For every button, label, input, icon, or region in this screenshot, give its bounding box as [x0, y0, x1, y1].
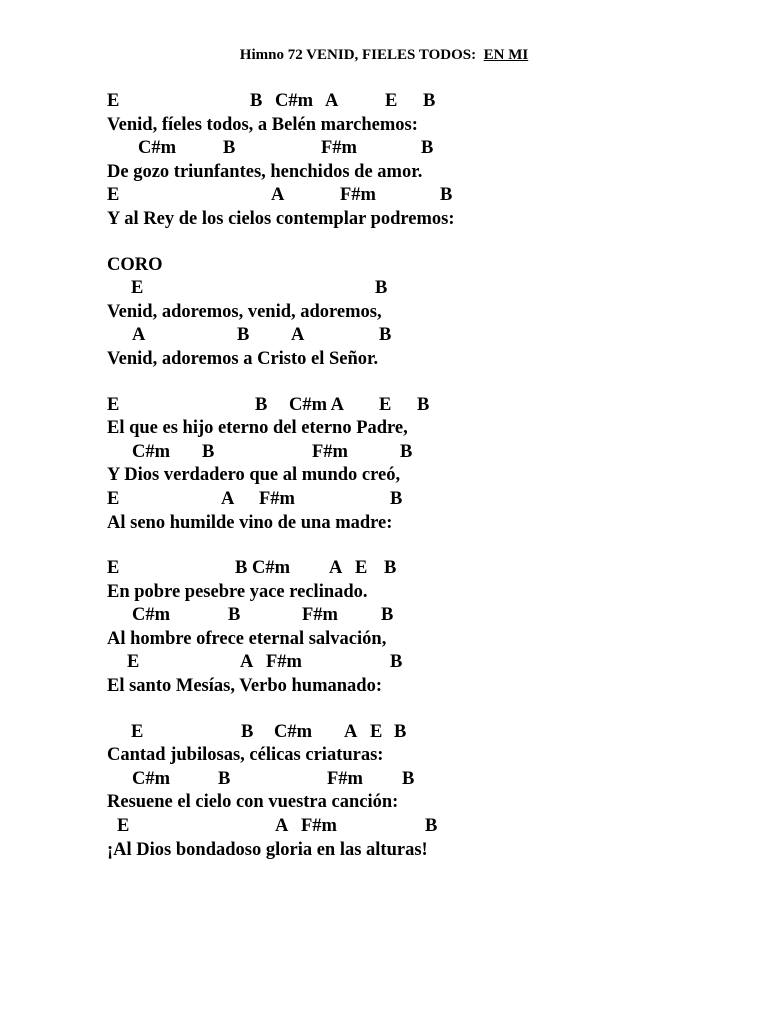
lyric-text: El santo Mesías, Verbo humanado:: [107, 676, 382, 697]
lyric-text: Y Dios verdadero que al mundo creó,: [107, 465, 401, 486]
lyric-text: Y al Rey de los cielos contemplar podremos:: [107, 208, 455, 229]
chord: C#m: [132, 768, 171, 789]
lyric-text: El que es hijo eterno del eterno Padre,: [107, 418, 408, 439]
chord: F#m: [266, 652, 302, 673]
chord: A: [344, 721, 358, 742]
chord: A: [271, 185, 285, 206]
chord: F#m: [321, 138, 357, 159]
chord: B C#m: [235, 558, 290, 579]
lyric-text: ¡Al Dios bondadoso gloria en las alturas!: [107, 839, 428, 860]
lyric-text: Venid, adoremos a Cristo el Señor.: [107, 348, 379, 369]
chord: A: [291, 325, 305, 346]
chord: B: [381, 605, 394, 626]
chord: B: [218, 768, 231, 789]
lyric-text: En pobre pesebre yace reclinado.: [107, 581, 368, 602]
chord: B: [237, 325, 250, 346]
title-main: Himno 72 VENID, FIELES TODOS:: [239, 47, 477, 63]
chord: B: [390, 488, 403, 509]
chord: B: [425, 816, 438, 837]
chord: B: [400, 441, 413, 462]
chord: C#m: [274, 721, 313, 742]
chord: E: [107, 185, 120, 206]
lyric-text: CORO: [107, 254, 163, 275]
chord: B: [440, 185, 453, 206]
lyric-text: Venid, fíeles todos, a Belén marchemos:: [107, 114, 418, 135]
chord: C#m: [138, 138, 177, 159]
chord: F#m: [259, 488, 295, 509]
chord: B: [241, 721, 254, 742]
chord: B: [379, 325, 392, 346]
lyric-text: Al seno humilde vino de una madre:: [107, 512, 393, 533]
lyric-text: Al hombre ofrece eternal salvación,: [107, 628, 387, 649]
lyric-text: De gozo triunfantes, henchidos de amor.: [107, 161, 423, 182]
chord: E: [370, 721, 383, 742]
chord: C#m A: [289, 394, 344, 415]
chord: B: [250, 91, 263, 111]
chord: E: [355, 558, 368, 579]
chord: E: [385, 91, 398, 111]
chord: B: [423, 91, 436, 111]
chord: A: [221, 488, 235, 509]
chord: B: [421, 138, 434, 159]
chord: B: [255, 394, 268, 415]
chord: A: [275, 816, 289, 837]
lyric-text: Cantad jubilosas, célicas criaturas:: [107, 745, 384, 766]
chord: B: [223, 138, 236, 159]
chord: C#m: [132, 605, 171, 626]
chord: A: [325, 91, 339, 111]
chord: B: [417, 394, 430, 415]
chord: E: [127, 652, 140, 673]
chord: B: [202, 441, 215, 462]
chord: A: [329, 558, 343, 579]
chord: C#m: [132, 441, 171, 462]
chord: F#m: [312, 441, 348, 462]
chord: E: [107, 394, 120, 415]
chord: E: [107, 488, 120, 509]
lyric-text: Resuene el cielo con vuestra canción:: [107, 792, 399, 813]
chord: F#m: [340, 185, 376, 206]
chord: B: [384, 558, 397, 579]
chord: F#m: [327, 768, 363, 789]
title-key: EN MI: [483, 47, 529, 63]
chord: E: [117, 816, 130, 837]
chord: E: [131, 721, 144, 742]
chord: E: [131, 278, 144, 299]
lyric-text: Venid, adoremos, venid, adoremos,: [107, 301, 382, 322]
chord: F#m: [302, 605, 338, 626]
chord: B: [394, 721, 407, 742]
chord: E: [107, 558, 120, 579]
chord: E: [107, 91, 120, 111]
chord: C#m: [275, 91, 314, 111]
chord: B: [402, 768, 415, 789]
chord: A: [132, 325, 146, 346]
chord: B: [228, 605, 241, 626]
chord: A: [240, 652, 254, 673]
chord: B: [390, 652, 403, 673]
hymn-title: [0, 47, 768, 64]
chord: E: [379, 394, 392, 415]
chord: F#m: [301, 816, 337, 837]
chord: B: [375, 278, 388, 299]
